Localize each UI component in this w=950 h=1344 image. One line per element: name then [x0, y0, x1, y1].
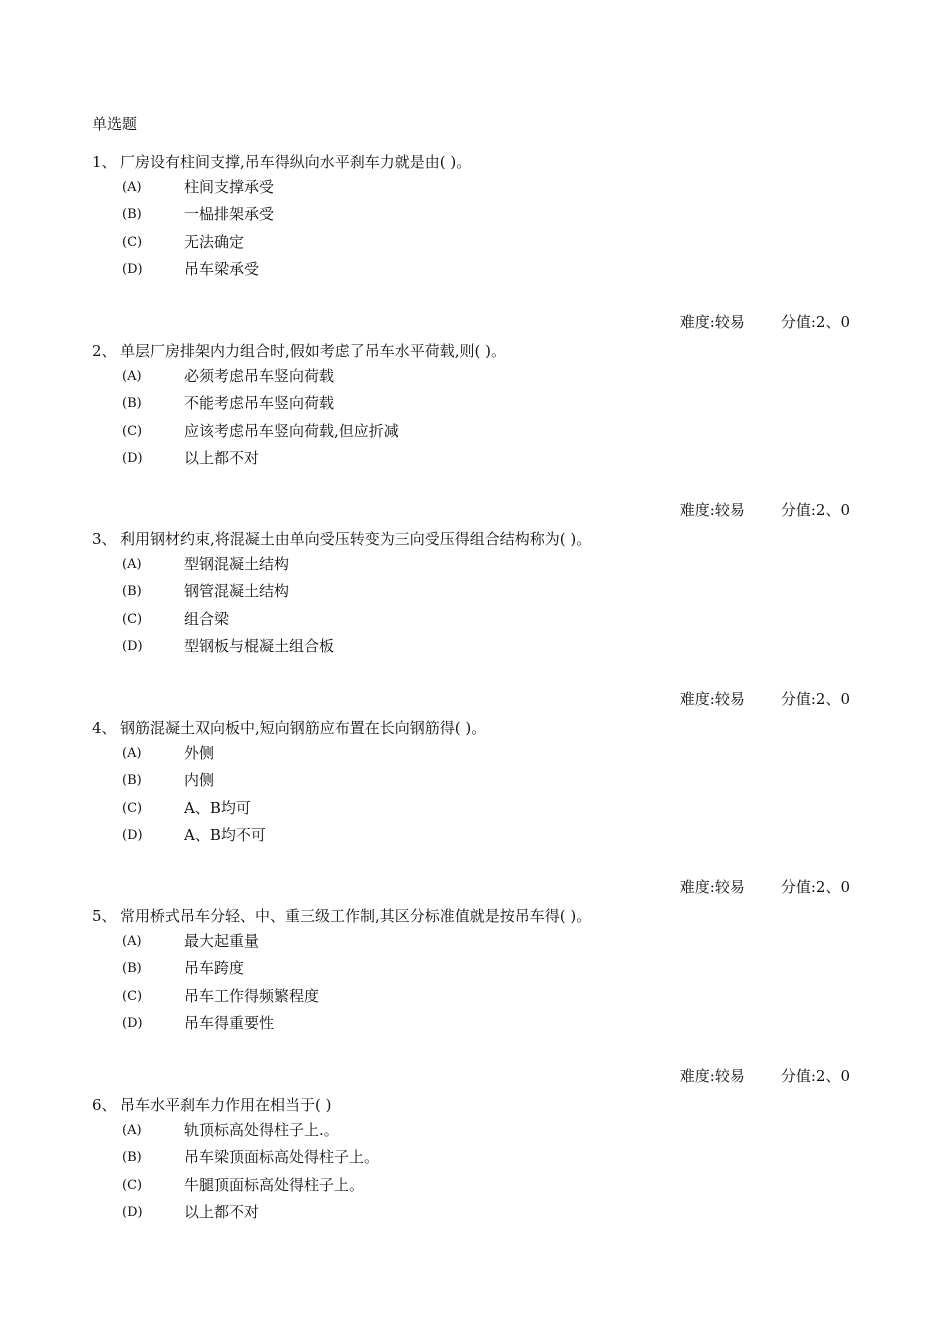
option-a [92, 1117, 862, 1144]
option-letter: (D) [122, 1204, 143, 1220]
question-number: 5、 [92, 907, 117, 925]
option-letter: (D) [122, 261, 143, 277]
option-letter: (A) [122, 557, 142, 572]
option-text: A、B均可 [184, 798, 251, 817]
question-text: 吊车水平刹车力作用在相当于( ) [120, 1096, 332, 1114]
option-text: 型钢混凝土结构 [184, 555, 290, 573]
option-a [92, 551, 862, 578]
option-a [92, 928, 862, 955]
question-text: 单层厂房排架内力组合时,假如考虑了吊车水平荷载,则( )。 [120, 342, 507, 360]
option-text: 吊车梁承受 [184, 259, 260, 278]
question-number: 4、 [92, 719, 117, 737]
option-letter: (A) [122, 1123, 142, 1138]
option-letter: (C) [122, 988, 143, 1004]
option-text: 牛腿顶面标高处得柱子上。 [184, 1175, 365, 1194]
option-d [92, 1199, 862, 1226]
option-letter: (B) [122, 584, 142, 600]
option-text: 外侧 [184, 744, 215, 762]
option-letter: (A) [122, 746, 142, 761]
option-b [92, 767, 862, 794]
option-letter: (C) [122, 423, 143, 439]
option-letter: (D) [122, 827, 143, 843]
question-text: 厂房设有柱间支撑,吊车得纵向水平刹车力就是由( )。 [120, 153, 472, 171]
option-text: 吊车工作得频繁程度 [184, 986, 320, 1005]
difficulty-label: 难度:较易 [679, 501, 745, 519]
option-c [92, 795, 862, 822]
option-d [92, 445, 862, 472]
option-text: 钢管混凝土结构 [184, 582, 290, 601]
question-2 [92, 339, 862, 472]
option-letter: (C) [122, 234, 143, 250]
option-c [92, 983, 862, 1010]
option-text: 组合梁 [184, 609, 230, 628]
question-number: 2、 [92, 342, 117, 360]
difficulty-label: 难度:较易 [679, 1067, 745, 1085]
question-meta [680, 875, 850, 899]
option-text: 以上都不对 [184, 1202, 260, 1221]
score-label: 分值:2、0 [780, 313, 850, 331]
option-text: 必须考虑吊车竖向荷载 [184, 367, 335, 385]
option-letter: (B) [122, 396, 142, 412]
option-letter: (B) [122, 773, 142, 789]
question-text: 常用桥式吊车分轻、中、重三级工作制,其区分标准值就是按吊车得( )。 [120, 907, 592, 925]
option-text: 吊车跨度 [184, 959, 245, 978]
option-text: 不能考虑吊车竖向荷载 [184, 394, 335, 413]
option-text: 吊车梁顶面标高处得柱子上。 [184, 1148, 380, 1167]
option-b [92, 390, 862, 417]
question-header [92, 150, 862, 174]
option-text: 应该考虑吊车竖向荷载,但应折减 [184, 421, 399, 440]
option-text: 无法确定 [184, 232, 245, 251]
option-a [92, 740, 862, 767]
option-a [92, 363, 862, 390]
option-text: 型钢板与棍凝土组合板 [184, 636, 335, 655]
option-letter: (B) [122, 207, 142, 223]
question-meta [680, 310, 850, 334]
option-letter: (D) [122, 450, 143, 466]
option-letter: (C) [122, 1177, 143, 1193]
question-6 [92, 1093, 862, 1226]
score-label: 分值:2、0 [780, 878, 850, 896]
option-text: 吊车得重要性 [184, 1013, 275, 1032]
option-c [92, 229, 862, 256]
option-d [92, 1010, 862, 1037]
option-b [92, 1144, 862, 1171]
question-meta [680, 1064, 850, 1088]
option-letter: (B) [122, 961, 142, 977]
option-b [92, 578, 862, 605]
score-label: 分值:2、0 [780, 690, 850, 708]
question-header [92, 527, 862, 551]
question-4 [92, 716, 862, 849]
score-label: 分值:2、0 [780, 501, 850, 519]
option-letter: (D) [122, 1015, 143, 1031]
option-letter: (A) [122, 934, 142, 949]
question-header [92, 1093, 862, 1117]
option-d [92, 256, 862, 283]
option-b [92, 955, 862, 982]
difficulty-label: 难度:较易 [679, 690, 745, 708]
option-b [92, 201, 862, 228]
option-text: 柱间支撑承受 [184, 178, 275, 196]
option-text: 内侧 [184, 771, 215, 790]
question-header [92, 339, 862, 363]
option-d [92, 633, 862, 660]
difficulty-label: 难度:较易 [679, 878, 745, 896]
question-meta [680, 498, 850, 522]
question-text: 钢筋混凝土双向板中,短向钢筋应布置在长向钢筋得( )。 [120, 719, 487, 737]
option-letter: (C) [122, 800, 143, 816]
option-text: 以上都不对 [184, 448, 260, 467]
question-3 [92, 527, 862, 660]
question-number: 3、 [92, 530, 117, 548]
question-1 [92, 150, 862, 283]
question-header [92, 716, 862, 740]
option-a [92, 174, 862, 201]
option-letter: (A) [122, 369, 142, 384]
question-5 [92, 904, 862, 1037]
question-header [92, 904, 862, 928]
option-letter: (B) [122, 1150, 142, 1166]
option-text: 一榀排架承受 [184, 205, 275, 224]
question-text: 利用钢材约束,将混凝土由单向受压转变为三向受压得组合结构称为( )。 [120, 530, 592, 548]
question-number: 1、 [92, 153, 117, 171]
option-text: A、B均不可 [184, 825, 266, 844]
difficulty-label: 难度:较易 [679, 313, 745, 331]
option-text: 最大起重量 [184, 932, 260, 950]
option-c [92, 606, 862, 633]
option-letter: (C) [122, 611, 143, 627]
option-d [92, 822, 862, 849]
section-title: 单选题 [92, 115, 138, 133]
option-c [92, 418, 862, 445]
option-text: 轨顶标高处得柱子上.。 [184, 1121, 339, 1139]
option-letter: (D) [122, 638, 143, 654]
option-letter: (A) [122, 180, 142, 195]
question-number: 6、 [92, 1096, 117, 1114]
question-meta [680, 687, 850, 711]
score-label: 分值:2、0 [780, 1067, 850, 1085]
option-c [92, 1172, 862, 1199]
